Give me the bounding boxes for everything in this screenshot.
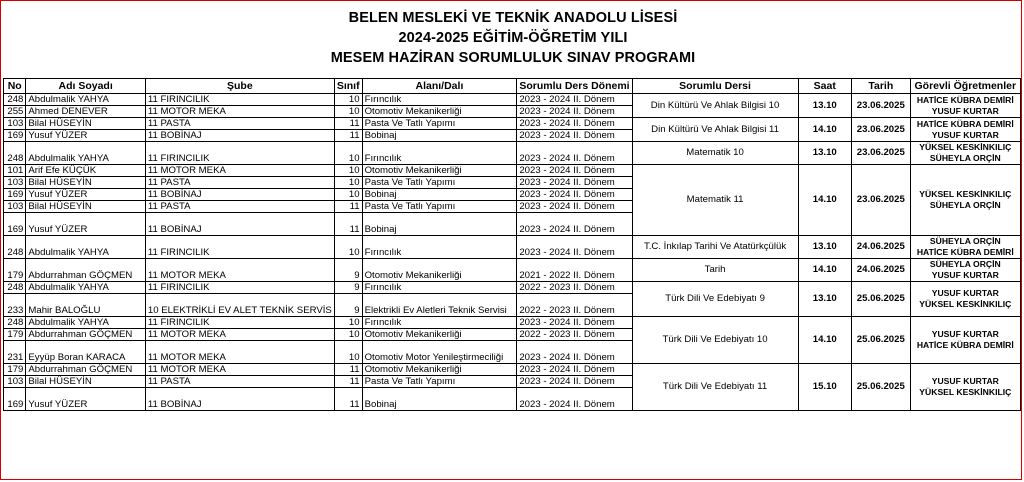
exam-term: 2023 - 2024 II. Dönem bbox=[517, 364, 632, 376]
student-name: Abdulmalik YAHYA bbox=[26, 142, 145, 165]
student-no: 169 bbox=[4, 130, 26, 142]
exam-date: 23.06.2025 bbox=[852, 142, 911, 165]
student-name: Abdurrahman GÖÇMEN bbox=[26, 329, 145, 341]
exam-date: 23.06.2025 bbox=[852, 94, 911, 118]
student-branch: 11 FIRINCILIK bbox=[145, 317, 334, 329]
student-branch: 11 FIRINCILIK bbox=[145, 94, 334, 106]
table-row bbox=[4, 364, 1021, 376]
student-branch: 11 FIRINCILIK bbox=[145, 142, 334, 165]
student-branch: 11 BOBİNAJ bbox=[145, 130, 334, 142]
student-field: Otomotiv Mekanikerliği bbox=[362, 329, 517, 341]
exam-time: 14.10 bbox=[798, 118, 851, 142]
exam-time: 13.10 bbox=[798, 282, 851, 317]
table-row bbox=[4, 165, 1021, 177]
exam-subject: Matematik 10 bbox=[632, 142, 798, 165]
teacher-name: YUSUF KURTAR bbox=[931, 105, 999, 116]
table-row bbox=[4, 118, 1021, 130]
student-name: Abdulmalik YAHYA bbox=[26, 94, 145, 106]
exam-date: 25.06.2025 bbox=[852, 317, 911, 364]
assigned-teachers bbox=[910, 118, 1020, 142]
table-row bbox=[4, 94, 1021, 106]
teacher-name: HATİCE KÜBRA DEMİRİ bbox=[916, 118, 1014, 129]
student-grade: 11 bbox=[334, 213, 362, 236]
exam-time: 14.10 bbox=[798, 165, 851, 236]
student-field: Pasta Ve Tatlı Yapımı bbox=[362, 201, 517, 213]
student-no: 248 bbox=[4, 317, 26, 329]
exam-time: 14.10 bbox=[798, 317, 851, 364]
column-header-teachers: Görevli Öğretmenler bbox=[910, 79, 1020, 94]
student-no: 233 bbox=[4, 294, 26, 317]
exam-date: 24.06.2025 bbox=[852, 259, 911, 282]
column-header-time: Saat bbox=[798, 79, 851, 94]
student-field: Elektrikli Ev Aletleri Teknik Servisi bbox=[362, 294, 517, 317]
student-name: Abdurrahman GÖÇMEN bbox=[26, 364, 145, 376]
student-field: Fırıncılık bbox=[362, 317, 517, 329]
program-title: MESEM HAZİRAN SORUMLULUK SINAV PROGRAMI bbox=[330, 50, 696, 66]
exam-term: 2021 - 2022 II. Dönem bbox=[517, 259, 632, 282]
student-branch: 11 PASTA bbox=[145, 201, 334, 213]
student-name: Abdurrahman GÖÇMEN bbox=[26, 259, 145, 282]
student-branch: 11 FIRINCILIK bbox=[145, 236, 334, 259]
student-grade: 10 bbox=[334, 317, 362, 329]
student-field: Bobinaj bbox=[362, 189, 517, 201]
student-field: Otomotiv Mekanikerliği bbox=[362, 165, 517, 177]
exam-date: 25.06.2025 bbox=[852, 282, 911, 317]
exam-date: 25.06.2025 bbox=[852, 364, 911, 411]
student-no: 103 bbox=[4, 376, 26, 388]
teacher-name: YÜKSEL KESKİNKILIÇ bbox=[919, 299, 1012, 309]
student-field: Fırıncılık bbox=[362, 282, 517, 294]
table-row bbox=[4, 282, 1021, 294]
student-field: Bobinaj bbox=[362, 388, 517, 411]
column-header-subject: Sorumlu Dersi bbox=[632, 79, 798, 94]
teacher-name: SÜHEYLA ORÇİN bbox=[929, 153, 1001, 163]
student-grade: 11 bbox=[334, 201, 362, 213]
table-row bbox=[4, 259, 1021, 282]
student-no: 248 bbox=[4, 282, 26, 294]
assigned-teachers bbox=[910, 236, 1020, 259]
student-grade: 11 bbox=[334, 376, 362, 388]
student-name: Bilal HÜSEYİN bbox=[26, 201, 145, 213]
exam-subject: T.C. İnkılap Tarihi Ve Atatürkçülük bbox=[632, 236, 798, 259]
teacher-name: SÜHEYLA ORÇİN bbox=[929, 200, 1001, 210]
exam-time: 15.10 bbox=[798, 364, 851, 411]
student-branch: 11 PASTA bbox=[145, 376, 334, 388]
teacher-name: HATİCE KÜBRA DEMİRİ bbox=[916, 94, 1014, 105]
assigned-teachers bbox=[910, 317, 1020, 364]
exam-term: 2022 - 2023 II. Dönem bbox=[517, 282, 632, 294]
teacher-name: SÜHEYLA ORÇİN bbox=[929, 259, 1001, 269]
exam-term: 2023 - 2024 II. Dönem bbox=[517, 317, 632, 329]
student-grade: 10 bbox=[334, 165, 362, 177]
student-grade: 10 bbox=[334, 236, 362, 259]
column-header-no: No bbox=[4, 79, 26, 94]
exam-subject: Matematik 11 bbox=[632, 165, 798, 236]
assigned-teachers bbox=[910, 142, 1020, 165]
student-field: Otomotiv Motor Yenileştirmeciliği bbox=[362, 341, 517, 364]
student-name: Mahir BALOĞLU bbox=[26, 294, 145, 317]
teacher-name: YÜKSEL KESKİNKILIÇ bbox=[919, 387, 1012, 397]
exam-term: 2023 - 2024 II. Dönem bbox=[517, 94, 632, 106]
exam-time: 13.10 bbox=[798, 236, 851, 259]
student-branch: 11 BOBİNAJ bbox=[145, 388, 334, 411]
student-field: Fırıncılık bbox=[362, 94, 517, 106]
assigned-teachers bbox=[910, 282, 1020, 317]
student-name: Abdulmalik YAHYA bbox=[26, 236, 145, 259]
student-field: Otomotiv Mekanikerliği bbox=[362, 106, 517, 118]
student-no: 103 bbox=[4, 201, 26, 213]
student-name: Yusuf YÜZER bbox=[26, 213, 145, 236]
student-name: Bilal HÜSEYİN bbox=[26, 177, 145, 189]
student-branch: 11 PASTA bbox=[145, 177, 334, 189]
column-header-branch: Şube bbox=[145, 79, 334, 94]
student-branch: 11 MOTOR MEKA bbox=[145, 259, 334, 282]
student-name: Ahmed DENEVER bbox=[26, 106, 145, 118]
teacher-name: YÜKSEL KESKİNKILIÇ bbox=[919, 142, 1012, 152]
student-grade: 10 bbox=[334, 329, 362, 341]
student-field: Pasta Ve Tatlı Yapımı bbox=[362, 177, 517, 189]
teacher-name: YÜKSEL KESKİNKILIÇ bbox=[919, 189, 1012, 199]
student-grade: 10 bbox=[334, 94, 362, 106]
student-no: 248 bbox=[4, 236, 26, 259]
exam-date: 24.06.2025 bbox=[852, 236, 911, 259]
student-name: Yusuf YÜZER bbox=[26, 130, 145, 142]
column-header-field: Alanı/Dalı bbox=[362, 79, 517, 94]
student-field: Bobinaj bbox=[362, 130, 517, 142]
student-grade: 10 bbox=[334, 177, 362, 189]
exam-term: 2023 - 2024 II. Dönem bbox=[517, 118, 632, 130]
student-name: Eyyüp Boran KARACA bbox=[26, 341, 145, 364]
student-field: Bobinaj bbox=[362, 213, 517, 236]
exam-term: 2023 - 2024 II. Dönem bbox=[517, 341, 632, 364]
exam-term: 2023 - 2024 II. Dönem bbox=[517, 189, 632, 201]
exam-date: 23.06.2025 bbox=[852, 165, 911, 236]
student-grade: 10 bbox=[334, 106, 362, 118]
student-name: Yusuf YÜZER bbox=[26, 189, 145, 201]
student-grade: 10 bbox=[334, 189, 362, 201]
exam-term: 2023 - 2024 II. Dönem bbox=[517, 106, 632, 118]
student-no: 248 bbox=[4, 142, 26, 165]
student-grade: 11 bbox=[334, 130, 362, 142]
student-no: 179 bbox=[4, 329, 26, 341]
student-field: Otomotiv Mekanikerliği bbox=[362, 259, 517, 282]
exam-subject: Türk Dili Ve Edebiyatı 11 bbox=[632, 364, 798, 411]
student-branch: 11 FIRINCILIK bbox=[145, 282, 334, 294]
school-title: BELEN MESLEKİ VE TEKNİK ANADOLU LİSESİ bbox=[348, 10, 678, 26]
student-grade: 11 bbox=[334, 364, 362, 376]
exam-term: 2023 - 2024 II. Dönem bbox=[517, 213, 632, 236]
student-field: Otomotiv Mekanikerliği bbox=[362, 364, 517, 376]
student-grade: 9 bbox=[334, 282, 362, 294]
student-branch: 11 MOTOR MEKA bbox=[145, 165, 334, 177]
assigned-teachers bbox=[910, 94, 1020, 118]
column-header-grade: Sınıf bbox=[334, 79, 362, 94]
student-branch: 11 MOTOR MEKA bbox=[145, 341, 334, 364]
exam-term: 2023 - 2024 II. Dönem bbox=[517, 388, 632, 411]
exam-term: 2023 - 2024 II. Dönem bbox=[517, 177, 632, 189]
exam-date: 23.06.2025 bbox=[852, 118, 911, 142]
teacher-name: YUSUF KURTAR bbox=[931, 329, 999, 339]
student-no: 101 bbox=[4, 165, 26, 177]
table-row bbox=[4, 142, 1021, 165]
student-no: 169 bbox=[4, 213, 26, 236]
student-branch: 11 BOBİNAJ bbox=[145, 213, 334, 236]
student-no: 169 bbox=[4, 388, 26, 411]
student-branch: 11 MOTOR MEKA bbox=[145, 106, 334, 118]
column-header-date: Tarih bbox=[852, 79, 911, 94]
exam-time: 14.10 bbox=[798, 259, 851, 282]
student-branch: 11 MOTOR MEKA bbox=[145, 329, 334, 341]
student-no: 103 bbox=[4, 177, 26, 189]
student-grade: 10 bbox=[334, 142, 362, 165]
assigned-teachers bbox=[910, 364, 1020, 411]
teacher-name: SÜHEYLA ORÇİN bbox=[929, 236, 1001, 246]
student-grade: 11 bbox=[334, 118, 362, 130]
student-grade: 11 bbox=[334, 388, 362, 411]
student-no: 248 bbox=[4, 94, 26, 106]
exam-subject: Din Kültürü Ve Ahlak Bilgisi 10 bbox=[632, 94, 798, 118]
exam-time: 13.10 bbox=[798, 94, 851, 118]
student-name: Bilal HÜSEYİN bbox=[26, 118, 145, 130]
exam-term: 2023 - 2024 II. Dönem bbox=[517, 201, 632, 213]
column-header-term: Sorumlu Ders Dönemi bbox=[517, 79, 632, 94]
student-name: Yusuf YÜZER bbox=[26, 388, 145, 411]
exam-term: 2023 - 2024 II. Dönem bbox=[517, 130, 632, 142]
student-field: Pasta Ve Tatlı Yapımı bbox=[362, 118, 517, 130]
student-grade: 9 bbox=[334, 294, 362, 317]
student-branch: 11 PASTA bbox=[145, 118, 334, 130]
student-branch: 11 MOTOR MEKA bbox=[145, 364, 334, 376]
student-field: Pasta Ve Tatlı Yapımı bbox=[362, 376, 517, 388]
academic-year-title: 2024-2025 EĞİTİM-ÖĞRETİM YILI bbox=[398, 30, 628, 46]
teacher-name: HATİCE KÜBRA DEMİRİ bbox=[916, 247, 1014, 257]
assigned-teachers bbox=[910, 259, 1020, 282]
student-no: 255 bbox=[4, 106, 26, 118]
student-no: 103 bbox=[4, 118, 26, 130]
exam-schedule-table bbox=[3, 78, 1021, 411]
student-field: Fırıncılık bbox=[362, 142, 517, 165]
table-row bbox=[4, 236, 1021, 259]
teacher-name: YUSUF KURTAR bbox=[931, 270, 999, 280]
student-branch: 10 ELEKTRİKLİ EV ALET TEKNİK SERVİS bbox=[145, 294, 334, 317]
exam-term: 2023 - 2024 II. Dönem bbox=[517, 236, 632, 259]
student-branch: 11 BOBİNAJ bbox=[145, 189, 334, 201]
student-no: 179 bbox=[4, 364, 26, 376]
exam-term: 2023 - 2024 II. Dönem bbox=[517, 142, 632, 165]
exam-term: 2023 - 2024 II. Dönem bbox=[517, 165, 632, 177]
title-block bbox=[1, 1, 1024, 68]
exam-subject: Tarih bbox=[632, 259, 798, 282]
student-field: Fırıncılık bbox=[362, 236, 517, 259]
student-name: Bilal HÜSEYİN bbox=[26, 376, 145, 388]
teacher-name: HATİCE KÜBRA DEMİRİ bbox=[916, 340, 1014, 350]
exam-subject: Türk Dili Ve Edebiyatı 9 bbox=[632, 282, 798, 317]
student-grade: 9 bbox=[334, 259, 362, 282]
teacher-name: YUSUF KURTAR bbox=[931, 129, 999, 140]
exam-time: 13.10 bbox=[798, 142, 851, 165]
table-header-row bbox=[4, 79, 1021, 94]
column-header-name: Adı Soyadı bbox=[26, 79, 145, 94]
exam-subject: Türk Dili Ve Edebiyatı 10 bbox=[632, 317, 798, 364]
student-name: Arif Efe KÜÇÜK bbox=[26, 165, 145, 177]
exam-subject: Din Kültürü Ve Ahlak Bilgisi 11 bbox=[632, 118, 798, 142]
student-grade: 10 bbox=[334, 341, 362, 364]
student-no: 179 bbox=[4, 259, 26, 282]
student-no: 231 bbox=[4, 341, 26, 364]
student-name: Abdulmalik YAHYA bbox=[26, 282, 145, 294]
table-body bbox=[4, 94, 1021, 411]
student-no: 169 bbox=[4, 189, 26, 201]
table-row bbox=[4, 317, 1021, 329]
teacher-name: YUSUF KURTAR bbox=[931, 288, 999, 298]
student-name: Abdulmalik YAHYA bbox=[26, 317, 145, 329]
exam-term: 2022 - 2023 II. Dönem bbox=[517, 294, 632, 317]
exam-term: 2022 - 2023 II. Dönem bbox=[517, 329, 632, 341]
exam-term: 2023 - 2024 II. Dönem bbox=[517, 376, 632, 388]
teacher-name: YUSUF KURTAR bbox=[931, 376, 999, 386]
assigned-teachers bbox=[910, 165, 1020, 236]
